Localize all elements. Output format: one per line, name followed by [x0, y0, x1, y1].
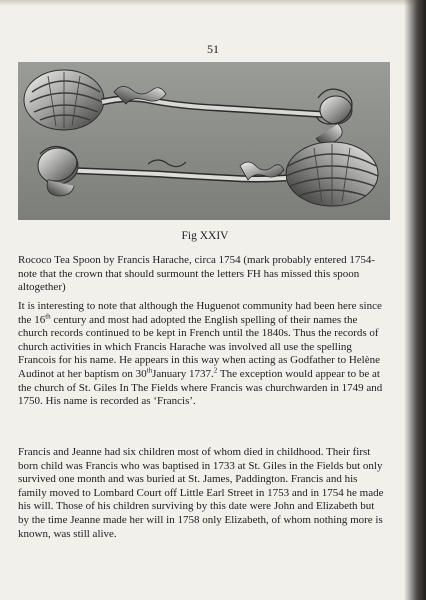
superscript: th [146, 366, 153, 375]
figure-caption: Fig XXIV [181, 230, 229, 242]
paragraph-huguenot [18, 300, 388, 409]
spoon-photograph [18, 62, 390, 220]
paragraph-children: Francis and Jeanne had six children most of whom died in childhood. Their first born child was Francis who was baptised in 1733 at St. Giles in the Fields but only survived one month and was buried at St. James, Paddington. Francis and his family moved to Lombard Court off Little Earl Street in 1753 and in 1754 he made his will. Those of his children surviving by this date were John and Elizabeth but by the time Jeanne made her will in 1758 only Elizabeth, of whom nothing more is known, was still alive. [18, 446, 384, 540]
text-segment: The exception would appear to be at the church of St. Giles In The Fields where Francis was churchwarden in 1749 and 1750. His name is recorded as ‘Francis’. [18, 367, 383, 408]
text-segment: January 1737. [152, 367, 214, 380]
text-segment: It is interesting to note that although the Huguenot community had been here since the 16 [18, 300, 382, 326]
footnote-marker: 2 [213, 366, 218, 375]
page-top-shadow [0, 0, 426, 6]
paragraph-caption-note: Rococo Tea Spoon by Francis Harache, circa 1754 (mark probably entered 1754-note that the crown that should surmount the letters FH has missed this spoon altogether) [18, 254, 376, 294]
page-number: 51 [207, 42, 219, 56]
page-edge-shadow [404, 0, 426, 600]
superscript: th [45, 311, 51, 320]
text-segment: century and most had adopted the English spelling of their names the church records continued to be kept in French until the 1840s. Thus the records of church activities in which Francis Harache was involved all use the spelling Francois for his name. He appears in this way when acting as Godfather to Helène Audinot at her baptism on 30 [18, 313, 380, 380]
